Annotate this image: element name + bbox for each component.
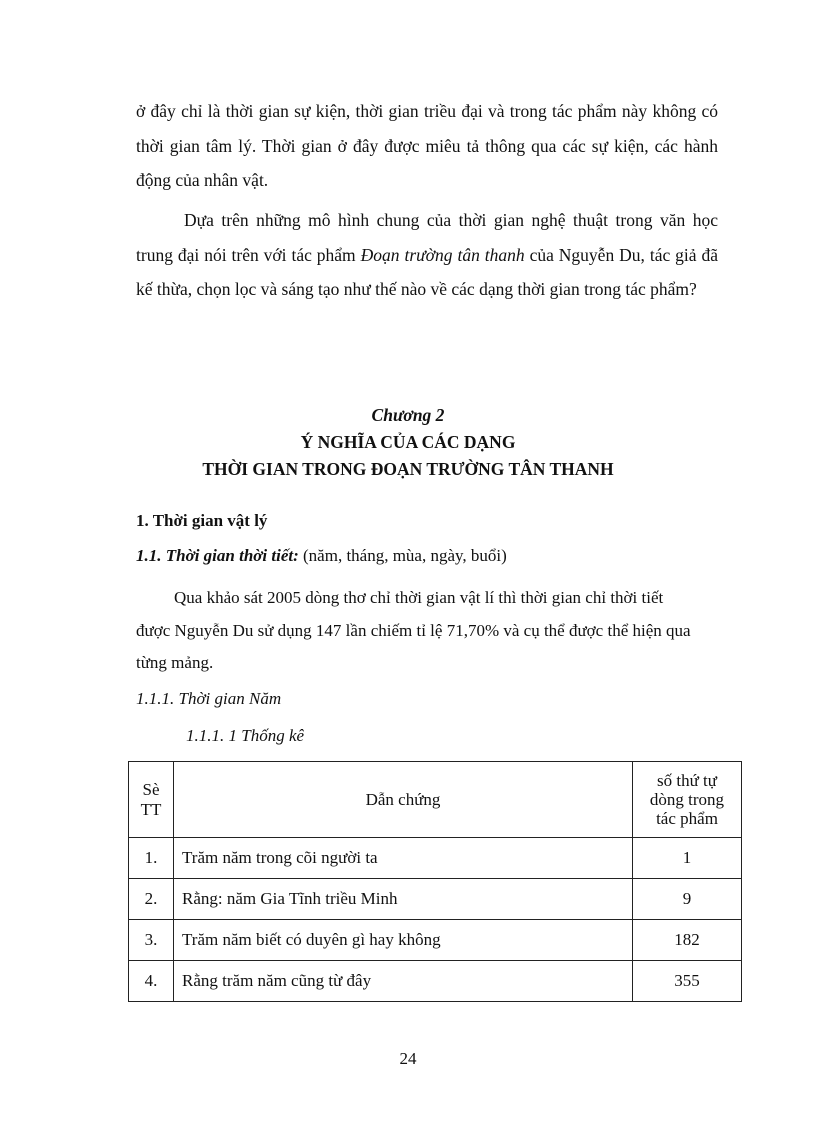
row-number: 3. bbox=[129, 920, 174, 961]
page-number: 24 bbox=[399, 1049, 417, 1068]
work-title: Đoạn trường tân thanh bbox=[360, 244, 525, 265]
table-row bbox=[129, 838, 742, 879]
intro-paragraph-1: ở đây chỉ là thời gian sự kiện, thời gian triều đại và trong tác phẩm này không có thời gian tâm lý. Thời gian ở đây được miêu tả thông qua các sự kiện, các hành động của nhân vật. bbox=[136, 101, 718, 190]
table-row bbox=[129, 879, 742, 920]
intro-paragraph-2-end: của Nguyễn Du, tác giả đã kế thừa, chọn lọc và sáng tạo như thế nào về các dạng thời gian trong tác phẩm? bbox=[136, 244, 719, 299]
section-heading-1: 1. Thời gian vật lý bbox=[136, 511, 268, 530]
section-heading-1-1 bbox=[136, 546, 507, 566]
intro-paragraph-2-start: Dựa trên những mô hình chung của thời gian nghệ thuật trong văn học trung đại nói trên với tác phẩm bbox=[136, 210, 718, 265]
row-number: 2. bbox=[129, 879, 174, 920]
row-evidence: Rằng trăm năm cũng từ đây bbox=[174, 961, 633, 1002]
row-evidence: Trăm năm trong cõi người ta bbox=[174, 838, 633, 879]
row-evidence: Rằng: năm Gia Tĩnh triều Minh bbox=[174, 879, 633, 920]
section-heading-1-1-1-1: 1.1.1. 1 Thống kê bbox=[186, 726, 305, 745]
section-heading-1-1-detail: (năm, tháng, mùa, ngày, buổi) bbox=[298, 546, 507, 565]
table-row bbox=[129, 961, 742, 1002]
row-evidence: Trăm năm biết có duyên gì hay không bbox=[174, 920, 633, 961]
header-line-order: số thứ tự dòng trong tác phẩm bbox=[633, 762, 742, 838]
section-heading-1-1-1: 1.1.1. Thời gian Năm bbox=[136, 689, 282, 708]
header-order-number: Sè TT bbox=[129, 762, 174, 838]
statistics-table bbox=[128, 761, 742, 1002]
chapter-heading-line-1: Ý NGHĨA CỦA CÁC DẠNG bbox=[300, 432, 516, 452]
header-evidence: Dẫn chứng bbox=[174, 762, 633, 838]
intro-paragraph-2 bbox=[136, 203, 718, 307]
table-row bbox=[129, 920, 742, 961]
row-number: 1. bbox=[129, 838, 174, 879]
chapter-heading-line-2: THỜI GIAN TRONG ĐOẠN TRƯỜNG TÂN THANH bbox=[202, 459, 614, 479]
row-line-number: 1 bbox=[633, 838, 742, 879]
row-line-number: 355 bbox=[633, 961, 742, 1002]
row-line-number: 182 bbox=[633, 920, 742, 961]
row-number: 4. bbox=[129, 961, 174, 1002]
table-header-row bbox=[129, 762, 742, 838]
section-heading-1-1-label: 1.1. Thời gian thời tiết: bbox=[136, 546, 299, 565]
chapter-title: Chương 2 bbox=[371, 405, 445, 425]
row-line-number: 9 bbox=[633, 879, 742, 920]
survey-paragraph: Qua khảo sát 2005 dòng thơ chỉ thời gian vật lí thì thời gian chỉ thời tiết được Nguyễn Du sử dụng 147 lần chiếm tỉ lệ 71,70% và cụ thể được thể hiện qua từng mảng. bbox=[136, 588, 691, 672]
